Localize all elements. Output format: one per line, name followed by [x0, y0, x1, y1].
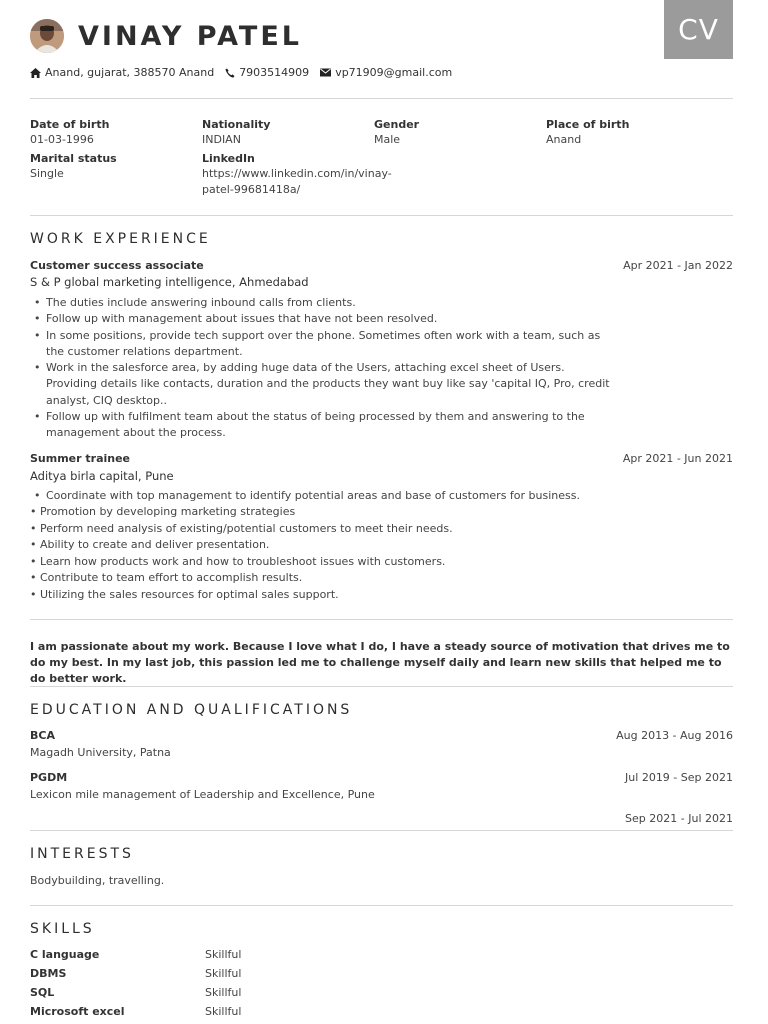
degree-date: Jul 2019 - Sep 2021: [625, 771, 733, 784]
list-item: • Promotion by developing marketing strategies: [30, 505, 296, 518]
dob-value: 01-03-1996: [30, 133, 94, 146]
list-item: • Learn how products work and how to troubleshoot issues with customers.: [30, 554, 446, 568]
institution-name: Lexicon mile management of Leadership and Excellence, Pune: [30, 788, 375, 801]
divider: [30, 619, 733, 620]
marital-status-value: Single: [30, 167, 64, 180]
job-duties-list: [30, 295, 615, 442]
degree-title: BCA: [30, 729, 55, 742]
candidate-name: VINAY PATEL: [78, 20, 302, 52]
list-item: • Contribute to team effort to accomplish results.: [30, 571, 303, 584]
interests-heading: INTERESTS: [30, 846, 134, 862]
divider: [30, 830, 733, 831]
phone-item: [225, 66, 309, 79]
phone-text: 7903514909: [239, 66, 310, 79]
linkedin-url-line-1[interactable]: https://www.linkedin.com/in/vinay-: [202, 167, 392, 180]
job-organization: S & P global marketing intelligence, Ahmedabad: [30, 275, 309, 289]
list-item: • Follow up with fulfilment team about the status of being processed by them and answering to the management about the process.: [30, 409, 615, 442]
skill-level: Skillful: [205, 1005, 242, 1018]
contact-bar: [30, 66, 463, 79]
list-item: • Follow up with management about issues that have not been resolved.: [30, 311, 615, 327]
divider: [30, 905, 733, 906]
job-title: Summer trainee: [30, 452, 131, 465]
linkedin-label: LinkedIn: [202, 152, 255, 165]
skill-name: C language: [30, 948, 100, 961]
nationality-label: Nationality: [202, 118, 271, 131]
list-item: • Work in the salesforce area, by adding huge data of the Users, attaching excel sheet of Users. Providing details like contacts, duration and the products they want buy like say 'capital IQ, Pro, credit analyst, CIQ desktop..: [30, 360, 615, 409]
email-text[interactable]: vp71909@gmail.com: [335, 66, 453, 79]
gender-value: Male: [374, 133, 401, 146]
email-item[interactable]: [320, 66, 452, 79]
header: [30, 16, 302, 56]
job-date: Apr 2021 - Jun 2021: [622, 452, 733, 465]
place-of-birth-value: Anand: [546, 133, 582, 146]
dob-label: Date of birth: [30, 118, 110, 131]
skill-name: Microsoft excel: [30, 1005, 125, 1018]
mail-icon: [320, 68, 331, 77]
marital-status-label: Marital status: [30, 152, 117, 165]
degree-date: Aug 2013 - Aug 2016: [616, 729, 733, 742]
avatar: [30, 19, 64, 53]
address-text: Anand, gujarat, 388570 Anand: [45, 66, 215, 79]
linkedin-url-line-2[interactable]: patel-99681418a/: [202, 183, 301, 196]
institution-name: Magadh University, Patna: [30, 746, 171, 759]
job-duties-list: [30, 488, 710, 504]
profile-summary: I am passionate about my work. Because I love what I do, I have a steady source of motivation that drives me to do my best. In my last job, this passion led me to challenge myself daily and learn new skills that helped me to do better work.: [30, 640, 730, 685]
skills-heading: SKILLS: [30, 921, 95, 937]
divider: [30, 98, 733, 99]
list-item: • Coordinate with top management to identify potential areas and base of customers for business.: [30, 488, 710, 504]
home-icon: [30, 68, 41, 78]
divider: [30, 686, 733, 687]
job-duties-plain-list: [30, 504, 453, 603]
degree-date: Sep 2021 - Jul 2021: [625, 812, 733, 825]
job-organization: Aditya birla capital, Pune: [30, 469, 174, 483]
gender-label: Gender: [374, 118, 420, 131]
education-heading: EDUCATION AND QUALIFICATIONS: [30, 702, 353, 718]
skill-level: Skillful: [205, 967, 242, 980]
resume-page: [30, 0, 733, 1024]
work-experience-heading: WORK EXPERIENCE: [30, 231, 211, 247]
degree-title: PGDM: [30, 771, 68, 784]
address-item: [30, 66, 214, 79]
skill-level: Skillful: [205, 986, 242, 999]
list-item: • Ability to create and deliver presentation.: [30, 538, 270, 551]
skill-name: DBMS: [30, 967, 67, 980]
list-item: • In some positions, provide tech support over the phone. Sometimes often work with a team, such as the customer relations department.: [30, 328, 615, 361]
cv-badge: CV: [664, 0, 733, 59]
nationality-value: INDIAN: [202, 133, 241, 146]
skill-name: SQL: [30, 986, 55, 999]
interests-text: Bodybuilding, travelling.: [30, 874, 165, 887]
divider: [30, 215, 733, 216]
list-item: • The duties include answering inbound calls from clients.: [30, 295, 615, 311]
skill-level: Skillful: [205, 948, 242, 961]
phone-icon: [225, 68, 235, 78]
place-of-birth-label: Place of birth: [546, 118, 630, 131]
job-date: Apr 2021 - Jan 2022: [623, 259, 733, 272]
job-title: Customer success associate: [30, 259, 204, 272]
list-item: • Perform need analysis of existing/potential customers to meet their needs.: [30, 521, 453, 535]
list-item: • Utilizing the sales resources for optimal sales support.: [30, 587, 339, 601]
